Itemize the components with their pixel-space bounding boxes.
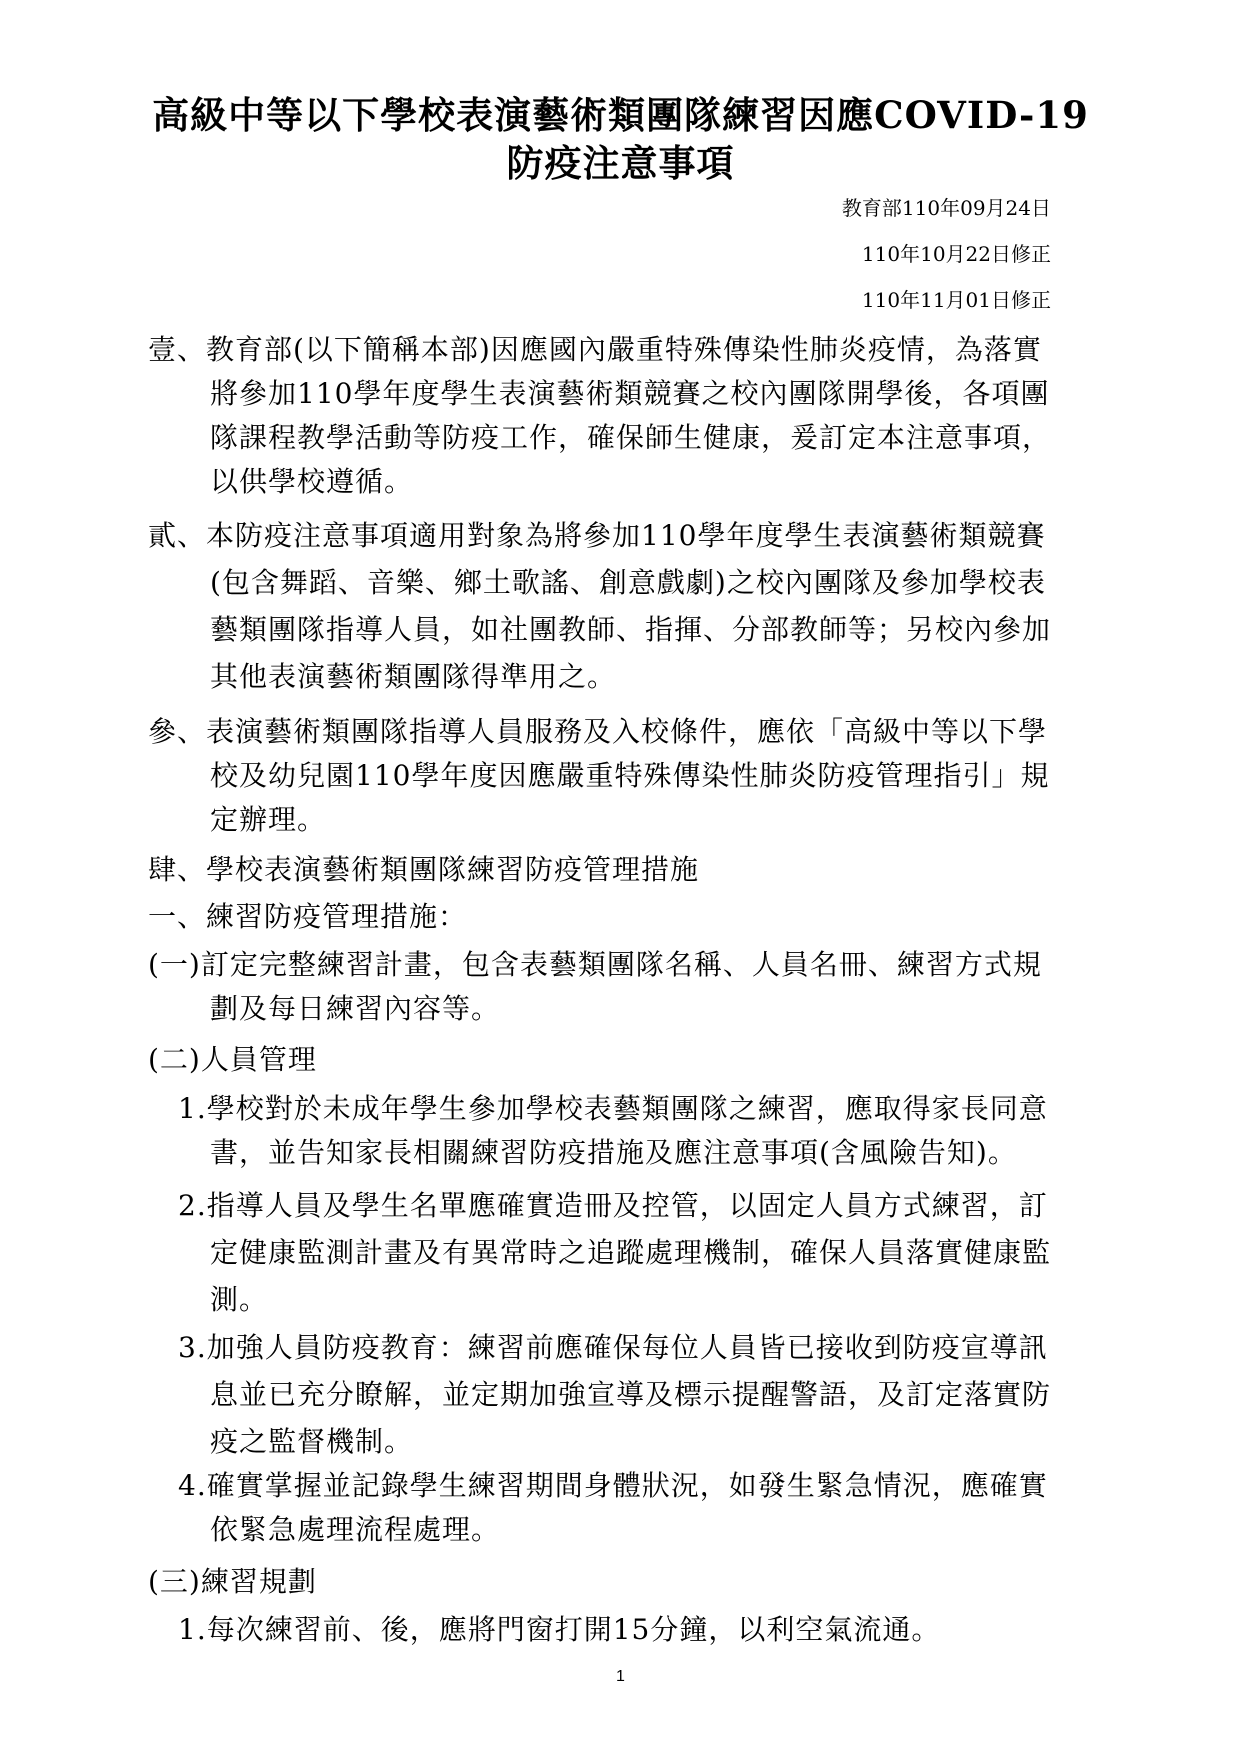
point-line: 息並已充分瞭解，並定期加強宣導及標示提醒警語，及訂定落實防 (210, 1378, 1052, 1411)
section-1-line: 將參加110學年度學生表演藝術類競賽之校內團隊開學後，各項團 (210, 377, 1050, 410)
section-2-line: (包含舞蹈、音樂、鄉土歌謠、創意戲劇)之校內團隊及參加學校表 (210, 566, 1046, 599)
section-4-line: 肆、學校表演藝術類團隊練習防疫管理措施 (148, 853, 700, 886)
revision-date-2: 110年11月01日修正 (861, 288, 1051, 312)
point-line: 書，並告知家長相關練習防疫措施及應注意事項(含風險告知)。 (210, 1136, 1017, 1169)
section-3-line: 定辦理。 (210, 803, 327, 836)
point-line: 測。 (210, 1283, 269, 1316)
point-line: 1.每次練習前、後，應將門窗打開15分鐘，以利空氣流通。 (178, 1613, 941, 1646)
section-1-purpose (148, 328, 1052, 504)
section-3-line: 參、表演藝術類團隊指導人員服務及入校條件，應依「高級中等以下學 (148, 715, 1048, 748)
item-2-point-1 (148, 1087, 1048, 1175)
subsection-1-line: 一、練習防疫管理措施： (148, 900, 468, 933)
point-line: 4.確實掌握並記錄學生練習期間身體狀況，如發生緊急情況，應確實 (178, 1469, 1048, 1502)
section-3-line: 校及幼兒園110學年度因應嚴重特殊傳染性肺炎防疫管理指引」規 (210, 759, 1050, 792)
section-2-line: 藝類團隊指導人員，如社團教師、指揮、分部教師等；另校內參加 (210, 613, 1052, 646)
point-line: 依緊急處理流程處理。 (210, 1513, 501, 1546)
item-1-line: 劃及每日練習內容等。 (210, 992, 501, 1025)
point-line: 疫之監督機制。 (210, 1425, 414, 1458)
subsection-1-heading (148, 895, 1048, 939)
section-3-conditions (148, 710, 1048, 842)
section-1-line: 壹、教育部(以下簡稱本部)因應國內嚴重特殊傳染性肺炎疫情，為落實 (148, 333, 1042, 366)
document-title-line-1: 高級中等以下學校表演藝術類團隊練習因應COVID-19 (152, 93, 1089, 137)
section-4-heading (148, 848, 1048, 892)
item-3-line: (三)練習規劃 (148, 1565, 317, 1598)
page-number: 1 (616, 1668, 625, 1685)
point-line: 3.加強人員防疫教育：練習前應確保每位人員皆已接收到防疫宣導訊 (178, 1331, 1048, 1364)
point-line: 定健康監測計畫及有異常時之追蹤處理機制，確保人員落實健康監 (210, 1236, 1052, 1269)
document-title-line-2: 防疫注意事項 (506, 141, 735, 185)
item-2-heading (148, 1038, 1048, 1082)
item-2-point-3 (148, 1324, 1052, 1465)
issue-date: 教育部110年09月24日 (841, 196, 1051, 220)
section-2-line: 貳、本防疫注意事項適用對象為將參加110學年度學生表演藝術類競賽 (148, 519, 1046, 552)
item-2-point-2 (148, 1182, 1052, 1323)
point-line: 1.學校對於未成年學生參加學校表藝類團隊之練習，應取得家長同意 (178, 1092, 1048, 1125)
item-1-line: (一)訂定完整練習計畫，包含表藝類團隊名稱、人員名冊、練習方式規 (148, 948, 1042, 981)
point-line: 2.指導人員及學生名單應確實造冊及控管，以固定人員方式練習，訂 (178, 1189, 1048, 1222)
revision-date-1: 110年10月22日修正 (861, 242, 1051, 266)
item-1-training-plan (148, 943, 1048, 1031)
item-2-line: (二)人員管理 (148, 1043, 317, 1076)
section-2-scope (148, 512, 1052, 700)
section-1-line: 隊課程教學活動等防疫工作，確保師生健康，爰訂定本注意事項， (210, 421, 1052, 454)
item-3-point-1 (148, 1608, 1048, 1652)
section-1-line: 以供學校遵循。 (210, 465, 414, 498)
item-2-point-4 (148, 1464, 1048, 1552)
section-2-line: 其他表演藝術類團隊得準用之。 (210, 660, 617, 693)
item-3-heading (148, 1560, 1048, 1604)
